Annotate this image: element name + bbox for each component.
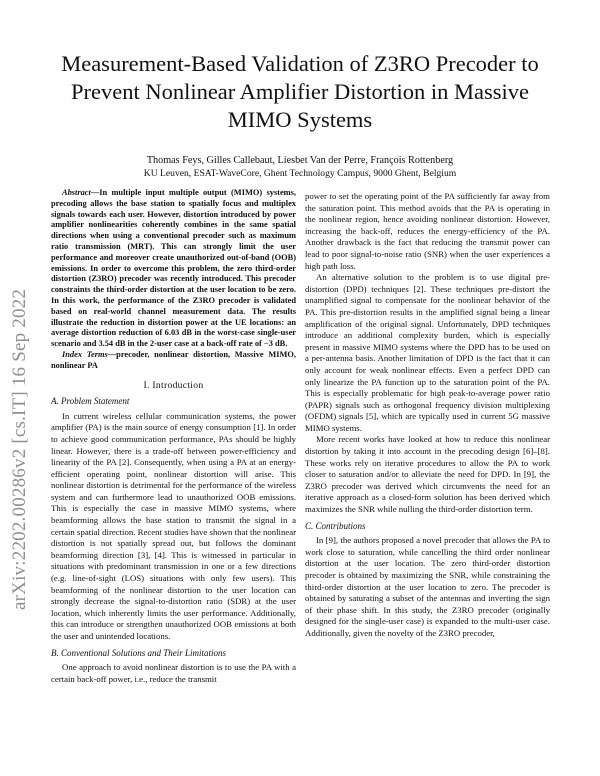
author-list: Thomas Feys, Gilles Callebaut, Liesbet Van der Perre, François Rottenberg — [146, 155, 454, 166]
paragraph-recent-works: More recent works have looked at how to reduce this nonlinear distortion by taking it into account in the precoding design [6]–[8]. These works rely on iterative procedures to allow the PA to work closer to saturation and/or to alleviate the need for DPD. In [9], the Z3RO precoder was derived which circumvents the need for an iterative approach as a closed-form solution has been derived which maximizes the SNR while nulling the third-order distortion term. — [305, 434, 550, 515]
subsection-heading-conventional: B. Conventional Solutions and Their Limitations — [51, 647, 227, 658]
paragraph-conventional-solutions: One approach to avoid nonlinear distortion is to use the PA with a certain back-off power, i.e., reduce the transmit — [51, 662, 296, 684]
abstract-heading: Abstract — [62, 188, 91, 197]
section-heading-introduction: I. Introduction — [143, 379, 204, 391]
paragraph-backoff: power to set the operating point of the PA sufficiently far away from the saturation point. This method avoids that the PA is operating in the nonlinear region, hence avoiding nonlinear distortion. However, increasing the back-off, reduces the energy-efficiency of the PA. Another drawback is the fact that reducing the transmit power can lead to poor signal-to-noise ratio (SNR) when the user experiences a high path loss. — [305, 191, 550, 271]
paragraph-problem-statement: In current wireless cellular communication systems, the power amplifier (PA) is the main source of energy consumption [1]. In order to achieve good communication performance, PAs should be highly linear. However, there is a trade-off between power-efficiency and linearity of the PA [2]. Consequently, when using a PA at an energy-efficient operating point, nonlinear distortion will arise. This nonlinear distortion is detrimental for the performance of the wireless system and can furthermore lead to unauthorized OOB emissions. This is especially the case in massive MIMO systems, where beamforming allows the base station to transmit the signal in a certain spatial direction. Recent studies have shown that the nonlinear distortion is not spatially spread out, but follows the dominant beamforming direction [3], [4]. This is witnessed in particular in situations with predominant transmission in one or a few directions (e.g. line-of-sight (LOS) situations with only few users). This beamforming of the nonlinear distortion to the user location can strongly decrease the signal-to-distortion ratio (SDR) at the user location, which inherently limits the user performance. Additionally, this can introduce or strengthen unauthorized OOB emissions at both the user and unintended locations. — [51, 410, 296, 642]
arxiv-margin-stamp — [7, 180, 37, 610]
index-terms-heading: Index Terms — [62, 349, 108, 359]
subsection-heading-problem: A. Problem Statement — [51, 396, 130, 407]
left-column — [51, 188, 296, 685]
affiliation: KU Leuven, ESAT-WaveCore, Ghent Technology Campus, 9000 Ghent, Belgium — [143, 168, 457, 179]
paper-title: Measurement-Based Validation of Z3RO Precoder to Prevent Nonlinear Amplifier Distortion in Massive MIMO Systems — [61, 51, 539, 132]
abstract-text: —In multiple input multiple output (MIMO) systems, precoding allows the base station to spatially focus and multiplex signals towards each user. However, distortion introduced by power amplifier nonlinearities coherently combines in the same spatial directions when using a conventional precoder such as maximum ratio transmission (MRT). This can strongly limit the user performance and moreover create unauthorized out-of-band (OOB) emissions. In order to overcome this problem, the zero third-order distortion (Z3RO) precoder was recently introduced. This precoder constraints the third-order distortion at the user location to be zero. In this work, the performance of the Z3RO precoder is validated based on real-world channel measurement data. The results illustrate the reduction in distortion power at the UE locations: an average distortion reduction of 6.03 dB in the worst-case single-user scenario and 3.54 dB in the 2-user case at a back-off rate of −3 dB. — [51, 188, 296, 349]
subsection-heading-contributions: C. Contributions — [305, 520, 366, 531]
index-terms-text: —precoder, nonlinear distortion, Massive MIMO, nonlinear PA — [51, 349, 296, 370]
abstract — [51, 188, 296, 372]
arxiv-identifier: arXiv:2202.00286v2 [cs.IT] 16 Sep 2022 — [9, 288, 30, 610]
paragraph-dpd: An alternative solution to the problem is to use digital pre-distortion (DPD) techniques [2]. These techniques pre-distort the unamplified signal to compensate for the nonlinear behavior of the PA. This pre-distortion results in the amplified signal being a linear amplification of the original signal. Unfortunately, DPD techniques introduce an additional complexity burden, which is especially present in massive MIMO systems where the DPD has to be used on a per-antenna basis. Another limitation of DPD is the fact that it can only account for weak nonlinear effects. Even a perfect DPD can only linearize the PA function up to the saturation point of the PA. This is especially problematic for high peak-to-average power ratio (PAPR) signals such as orthogonal frequency division multiplexing (OFDM) signals [5], which are typically used in current 5G massive MIMO systems. — [305, 272, 550, 433]
right-column — [305, 191, 550, 640]
paragraph-contributions: In [9], the authors proposed a novel precoder that allows the PA to work close to saturation, while cancelling the third order nonlinear distortion at the user location. The zero third-order distortion precoder is obtained by maximizing the SNR, while constraining the third-order distortion at the user location to zero. The precoder is obtained by saturating a subset of the antennas and inverting the sign of their phase shift. In this study, the Z3RO precoder (originally designed for the single-user case) is expanded to the multi-user case. Additionally, given the novelty of the Z3RO precoder, — [305, 535, 550, 638]
